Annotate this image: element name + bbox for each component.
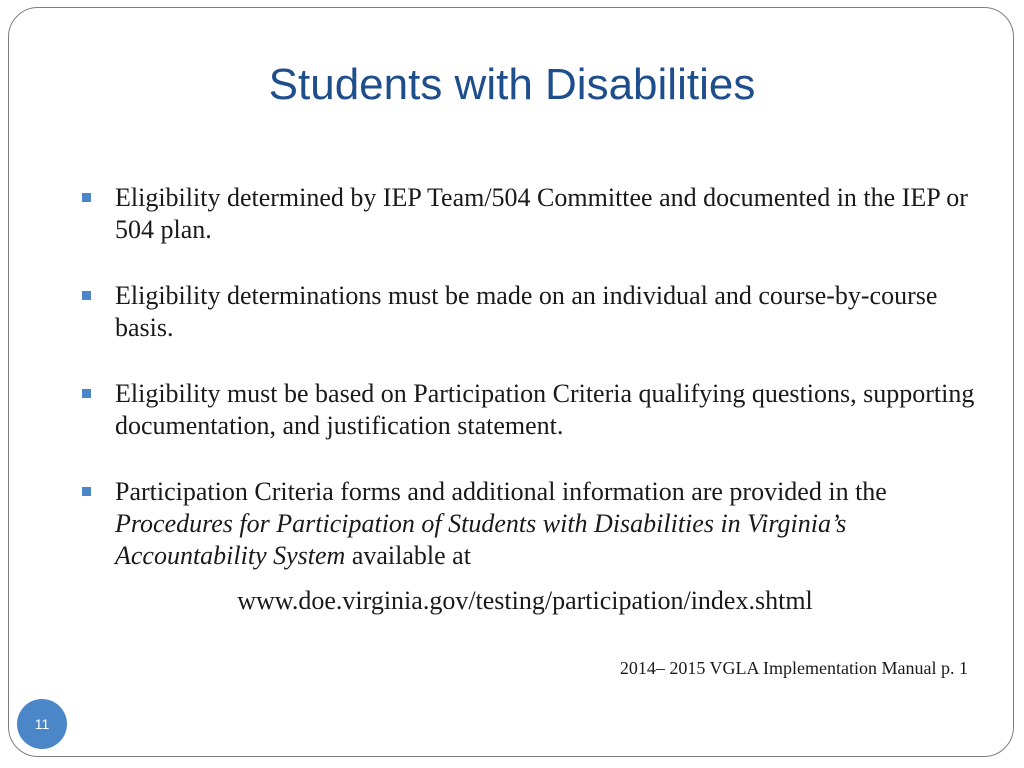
bullet-item [80,378,980,442]
bullet-list [80,182,980,606]
bullet-text: Eligibility determined by IEP Team/504 Committee and documented in the IEP or 504 plan. [115,183,968,244]
square-bullet-icon [82,193,91,202]
bullet-item [80,476,980,572]
slide-title: Students with Disabilities [268,60,756,109]
page-number-badge: 11 [17,699,67,749]
bullet-item [80,182,980,246]
bullet-text-suffix: available at [345,541,471,570]
bullet-text-prefix: Participation Criteria forms and additional information are provided in the [115,477,887,506]
square-bullet-icon [82,389,91,398]
square-bullet-icon [82,487,91,496]
bullet-item [80,280,980,344]
bullet-text: Eligibility must be based on Participation Criteria qualifying questions, supporting documentation, and justification statement. [115,379,975,440]
bullet-text: Eligibility determinations must be made on an individual and course-by-course basis. [115,281,938,342]
square-bullet-icon [82,291,91,300]
source-citation: 2014– 2015 VGLA Implementation Manual p. 1 [619,658,968,678]
manual-title: Procedures for Participation of Students with Disabilities in Virginia’s Accountability System [115,509,847,570]
participation-url: www.doe.virginia.gov/testing/participation/index.shtml [237,586,813,615]
